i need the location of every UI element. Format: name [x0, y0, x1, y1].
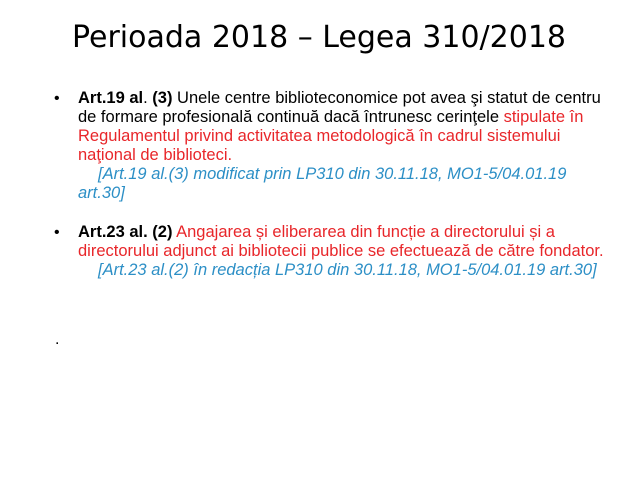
article-text: Unele centre biblioteconomice pot avea şi statut de centru de formare profesională continuă dacă întrunesc cerinţele: [78, 89, 601, 126]
slide-title: Perioada 2018 – Legea 310/2018: [71, 20, 567, 55]
amendment-reference: [Art.23 al.(2) în redacția LP310 din 30.11.18, MO1-5/04.01.19 art.30]: [98, 261, 597, 279]
list-item: [50, 223, 605, 280]
bullet-icon: •: [54, 90, 60, 107]
bullet-icon: •: [54, 224, 60, 241]
amendment-reference: [Art.19 al.(3) modificat prin LP310 din 30.11.18, MO1-5/04.01.19 art.30]: [78, 165, 567, 202]
paragraph-label: (3): [152, 89, 173, 107]
bullet-list: [50, 89, 605, 300]
article-text-highlight: Angajarea și eliberarea din funcție a directorului și a directorului adjunct ai bibliotecii publice se efectuează de către fondator.: [78, 223, 604, 260]
trailing-mark: .: [55, 331, 60, 348]
article-text-highlight: stipulate în Regulamentul privind activitatea metodologică în cadrul sistemului naţional de biblioteci.: [78, 108, 584, 164]
list-item: [50, 89, 605, 203]
article-separator: .: [143, 89, 153, 107]
article-label: Art.23 al. (2): [78, 223, 173, 241]
article-label: Art.19 al: [78, 89, 144, 107]
